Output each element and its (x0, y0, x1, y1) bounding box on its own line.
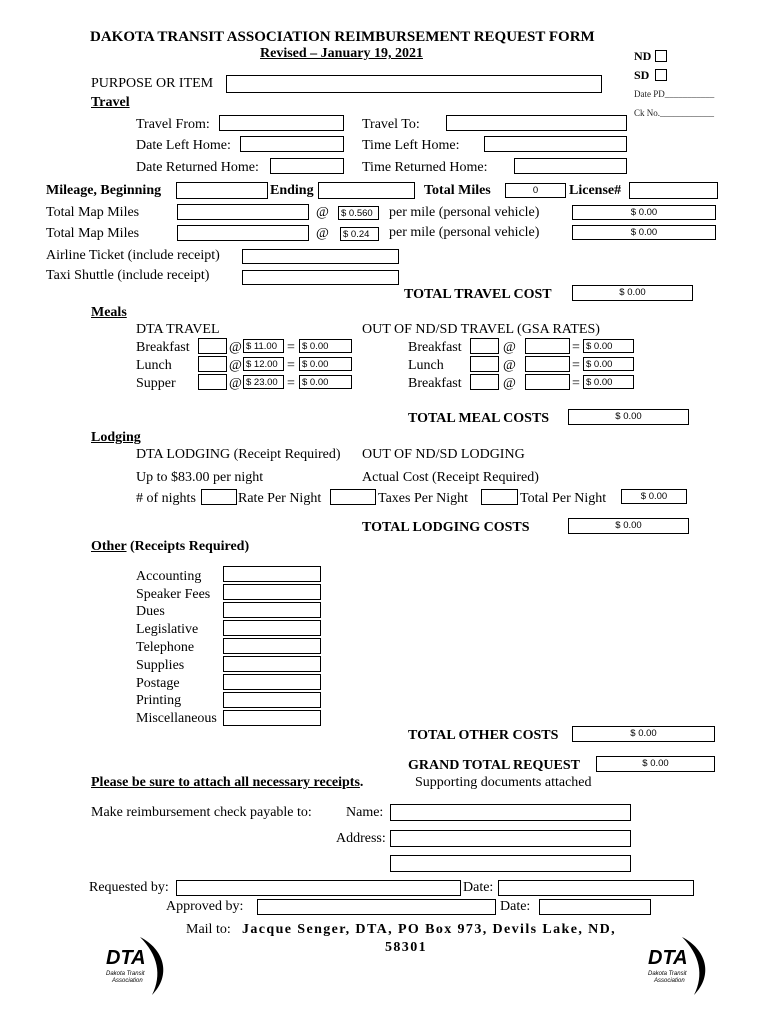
license-label: License# (569, 183, 622, 198)
attach-notice-dot: . (359, 775, 364, 790)
mileage-rate-1[interactable]: $ 0.560 (338, 206, 379, 220)
meal-right-at-3: @ (503, 376, 516, 391)
approved-by-field[interactable] (257, 899, 496, 915)
meal-right-label-2: Lunch (408, 358, 444, 373)
map-miles-field-2[interactable] (177, 225, 309, 241)
mileage-beginning-field[interactable] (176, 182, 268, 199)
meal-left-rate-3[interactable]: $ 23.00 (243, 375, 284, 389)
time-left-field[interactable] (484, 136, 627, 152)
meal-left-label-1: Breakfast (136, 340, 190, 355)
sd-label: SD (634, 68, 650, 82)
per-mile-label-1: per mile (personal vehicle) (389, 205, 540, 220)
taxi-label: Taxi Shuttle (include receipt) (46, 268, 210, 283)
time-returned-field[interactable] (514, 158, 627, 174)
other-field-4[interactable] (223, 620, 321, 636)
meal-right-at-1: @ (503, 340, 516, 355)
out-lodging-label: OUT OF ND/SD LODGING (362, 447, 525, 462)
revised-date: Revised – January 19, 2021 (260, 46, 423, 61)
meal-left-qty-3[interactable] (198, 374, 227, 390)
attach-notice-text: Please be sure to attach all necessary receipts (91, 775, 360, 790)
meal-right-qty-1[interactable] (470, 338, 499, 354)
mail-to-label: Mail to: (186, 922, 231, 937)
grand-total-label: GRAND TOTAL REQUEST (408, 758, 580, 773)
approved-date-field[interactable] (539, 899, 651, 915)
map-miles-label-1: Total Map Miles (46, 205, 140, 220)
date-left-field[interactable] (240, 136, 344, 152)
travel-to-label: Travel To: (362, 117, 420, 132)
other-heading-note: (Receipts Required) (126, 539, 250, 554)
date-pd-label: Date PD___________ (634, 89, 715, 99)
meal-right-eq-2: = (572, 358, 580, 373)
taxes-field[interactable] (481, 489, 518, 505)
travel-from-label: Travel From: (136, 117, 210, 132)
mail-address-line-1: Jacque Senger, DTA, PO Box 973, Devils Lake, ND, (242, 922, 617, 937)
meals-heading: Meals (91, 305, 127, 320)
other-heading (91, 539, 249, 555)
dta-logo-sub2-right: Association (654, 978, 685, 984)
other-label-2: Speaker Fees (136, 587, 211, 602)
meal-right-at-2: @ (503, 358, 516, 373)
total-lodging-label: TOTAL LODGING COSTS (362, 520, 530, 535)
taxes-label: Taxes Per Night (378, 491, 469, 506)
other-label-7: Postage (136, 676, 180, 691)
meal-left-total-2[interactable]: $ 0.00 (299, 357, 352, 371)
meal-left-total-3[interactable]: $ 0.00 (299, 375, 352, 389)
mail-address-line-2: 58301 (385, 940, 427, 955)
meal-left-label-3: Supper (136, 376, 176, 391)
other-label-8: Printing (136, 693, 182, 708)
meal-right-rate-1[interactable] (525, 338, 570, 354)
meal-right-eq-3: = (572, 376, 580, 391)
nights-label: # of nights (136, 491, 196, 506)
time-returned-label: Time Returned Home: (362, 160, 488, 175)
other-label-3: Dues (136, 604, 165, 619)
dta-logo-text-right: DTA (648, 947, 688, 969)
other-field-6[interactable] (223, 656, 321, 672)
airline-field[interactable] (242, 249, 399, 264)
airline-label: Airline Ticket (include receipt) (46, 248, 220, 263)
other-field-3[interactable] (223, 602, 321, 618)
meal-left-rate-1[interactable]: $ 11.00 (243, 339, 284, 353)
payable-label: Make reimbursement check payable to: (91, 805, 312, 820)
mileage-beginning-label: Mileage, Beginning (46, 183, 162, 198)
dta-travel-label: DTA TRAVEL (136, 322, 220, 337)
taxi-field[interactable] (242, 270, 399, 285)
meal-left-total-1[interactable]: $ 0.00 (299, 339, 352, 353)
out-travel-label: OUT OF ND/SD TRAVEL (GSA RATES) (362, 322, 600, 337)
attach-notice (91, 775, 363, 791)
other-heading-word: Other (91, 539, 127, 554)
license-field[interactable] (629, 182, 718, 199)
total-other-label: TOTAL OTHER COSTS (408, 728, 559, 743)
dta-logo-right (642, 935, 714, 997)
other-label-5: Telephone (136, 640, 195, 655)
approved-by-label: Approved by: (166, 899, 244, 914)
address-field-2[interactable] (390, 855, 631, 872)
travel-to-field[interactable] (446, 115, 627, 131)
dta-logo-sub1-left: Dakota Transit (106, 971, 145, 977)
other-field-9[interactable] (223, 710, 321, 726)
mileage-ending-field[interactable] (318, 182, 415, 199)
other-field-1[interactable] (223, 566, 321, 582)
per-mile-label-2: per mile (personal vehicle) (389, 225, 540, 240)
meal-left-eq-1: = (287, 340, 295, 355)
sd-checkbox[interactable] (655, 69, 667, 81)
dta-logo-left (100, 935, 172, 997)
other-field-5[interactable] (223, 638, 321, 654)
meal-left-at-2: @ (229, 358, 242, 373)
meal-right-total-1[interactable]: $ 0.00 (583, 339, 634, 353)
total-travel-label: TOTAL TRAVEL COST (404, 287, 552, 302)
grand-total-value[interactable]: $ 0.00 (596, 756, 715, 772)
total-miles-label: Total Miles (424, 183, 491, 198)
purpose-field[interactable] (226, 75, 602, 93)
requested-date-field[interactable] (498, 880, 694, 896)
travel-from-field[interactable] (219, 115, 344, 131)
form-title: DAKOTA TRANSIT ASSOCIATION REIMBURSEMENT REQUEST FORM (90, 29, 595, 45)
meal-left-rate-2[interactable]: $ 12.00 (243, 357, 284, 371)
other-label-1: Accounting (136, 569, 202, 584)
total-meal-value[interactable]: $ 0.00 (568, 409, 689, 425)
other-label-4: Legislative (136, 622, 199, 637)
nights-field[interactable] (201, 489, 237, 505)
total-meal-label: TOTAL MEAL COSTS (408, 411, 550, 426)
purpose-label: PURPOSE OR ITEM (91, 76, 214, 91)
meal-right-total-2[interactable]: $ 0.00 (583, 357, 634, 371)
requested-by-field[interactable] (176, 880, 461, 896)
dta-lodging-label: DTA LODGING (Receipt Required) (136, 447, 341, 462)
date-left-label: Date Left Home: (136, 138, 231, 153)
travel-heading: Travel (91, 95, 130, 110)
other-field-2[interactable] (223, 584, 321, 600)
rate-per-night-label: Rate Per Night (238, 491, 322, 506)
other-field-7[interactable] (223, 674, 321, 690)
total-travel-value[interactable]: $ 0.00 (572, 285, 693, 301)
meal-left-eq-2: = (287, 358, 295, 373)
ending-label: Ending (270, 183, 314, 198)
dta-logo-text-left: DTA (106, 947, 146, 969)
requested-by-label: Requested by: (89, 880, 169, 895)
other-field-8[interactable] (223, 692, 321, 708)
date-label-1: Date: (463, 880, 494, 895)
meal-left-eq-3: = (287, 376, 295, 391)
meal-right-label-1: Breakfast (408, 340, 462, 355)
lodging-heading: Lodging (91, 430, 141, 445)
name-label: Name: (346, 805, 384, 820)
nd-checkbox[interactable] (655, 50, 667, 62)
other-label-9: Miscellaneous (136, 711, 217, 726)
meal-right-label-3: Breakfast (408, 376, 462, 391)
address-label: Address: (336, 831, 386, 846)
total-miles-field[interactable]: 0 (505, 183, 566, 198)
supporting-docs-label: Supporting documents attached (415, 775, 592, 790)
actual-cost-label: Actual Cost (Receipt Required) (362, 470, 539, 485)
total-per-night-label: Total Per Night (520, 491, 607, 506)
meal-left-label-2: Lunch (136, 358, 172, 373)
mileage-rate-2[interactable]: $ 0.24 (340, 227, 379, 241)
time-left-label: Time Left Home: (362, 138, 460, 153)
rate-per-night-field[interactable] (330, 489, 376, 505)
name-field[interactable] (390, 804, 631, 821)
total-other-value[interactable]: $ 0.00 (572, 726, 715, 742)
at-symbol-1: @ (316, 205, 329, 220)
meal-left-qty-1[interactable] (198, 338, 227, 354)
up-to-label: Up to $83.00 per night (136, 470, 264, 485)
at-symbol-2: @ (316, 226, 329, 241)
meal-left-qty-2[interactable] (198, 356, 227, 372)
meal-right-rate-2[interactable] (525, 356, 570, 372)
meal-right-total-3[interactable]: $ 0.00 (583, 375, 634, 389)
meal-right-qty-2[interactable] (470, 356, 499, 372)
address-field-1[interactable] (390, 830, 631, 847)
date-returned-label: Date Returned Home: (136, 160, 259, 175)
map-miles-field-1[interactable] (177, 204, 309, 220)
meal-right-eq-1: = (572, 340, 580, 355)
meal-right-qty-3[interactable] (470, 374, 499, 390)
meal-left-at-3: @ (229, 376, 242, 391)
date-returned-field[interactable] (270, 158, 344, 174)
meal-right-rate-3[interactable] (525, 374, 570, 390)
dta-logo-sub1-right: Dakota Transit (648, 971, 687, 977)
date-label-2: Date: (500, 899, 531, 914)
ck-no-label: Ck No.____________ (634, 108, 715, 118)
nd-label: ND (634, 49, 652, 63)
total-lodging-value[interactable]: $ 0.00 (568, 518, 689, 534)
dta-logo-sub2-left: Association (112, 978, 143, 984)
mileage-amount-1[interactable]: $ 0.00 (572, 205, 716, 220)
other-label-6: Supplies (136, 658, 185, 673)
meal-left-at-1: @ (229, 340, 242, 355)
mileage-amount-2[interactable]: $ 0.00 (572, 225, 716, 240)
map-miles-label-2: Total Map Miles (46, 226, 140, 241)
total-per-night-value[interactable]: $ 0.00 (621, 489, 687, 504)
